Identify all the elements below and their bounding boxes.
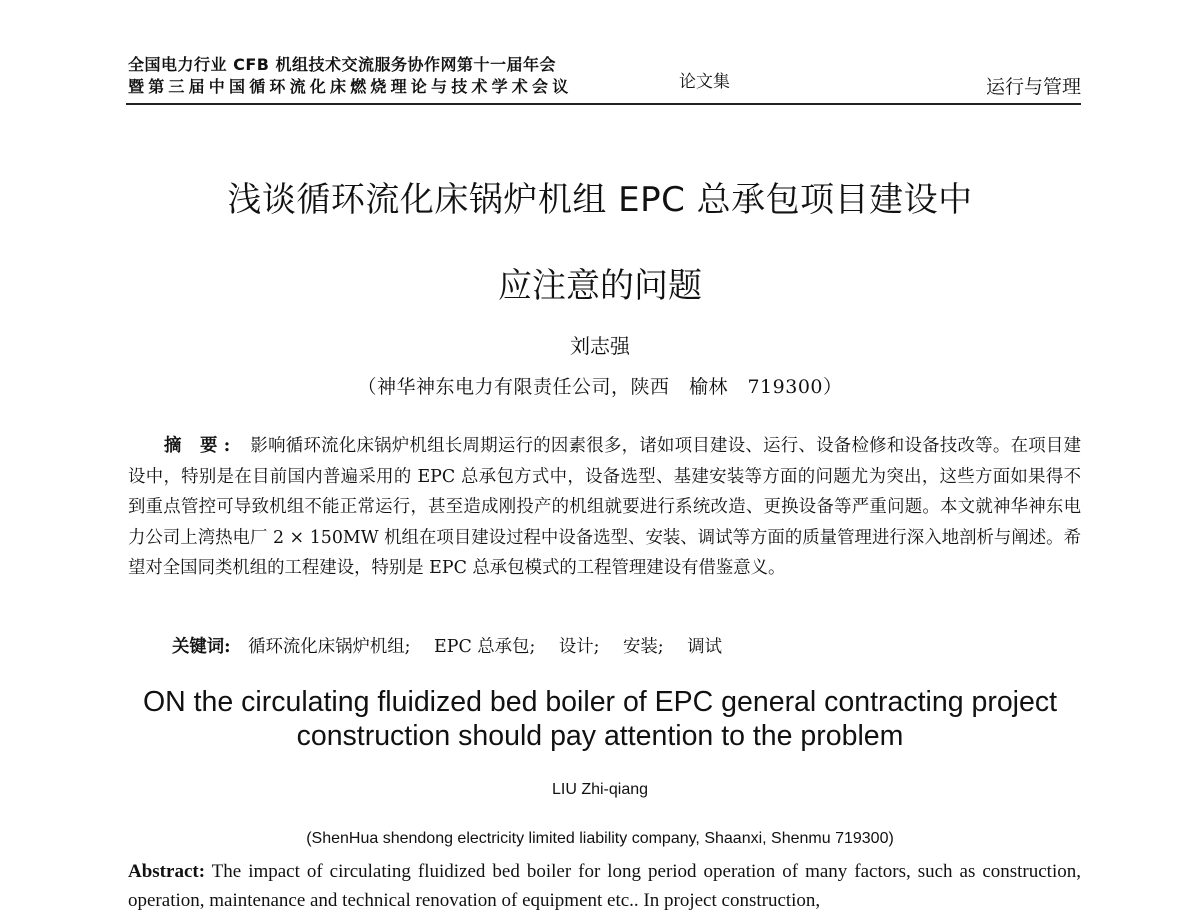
abstract-en [128, 857, 1081, 914]
conference-line-2: 暨第三届中国循环流化床燃烧理论与技术学术会议 [128, 77, 573, 96]
keywords-cn-label: 关键词: [172, 637, 231, 657]
author-en: LIU Zhi-qiang [551, 781, 649, 798]
keywords-cn [172, 632, 740, 657]
author-cn: 刘志强 [570, 334, 630, 358]
collection-label: 论文集 [679, 72, 730, 92]
keyword-item: 循环流化床锅炉机组; [248, 637, 411, 657]
keyword-item: 安装; [623, 637, 664, 657]
abstract-en-text: The impact of circulating fluidized bed boiler for long period operation of many factors, such as construction, operation, maintenance and technical renovation of equipment etc.. In project construction, [128, 861, 1081, 911]
title-cn-line-2: 应注意的问题 [498, 266, 702, 306]
section-label: 运行与管理 [985, 76, 1081, 98]
title-en-line-2: construction should pay attention to the problem [296, 720, 904, 752]
abstract-cn-text: 影响循环流化床锅炉机组长周期运行的因素很多，诸如项目建设、运行、设备检修和设备技改等。在项目建设中，特别是在目前国内普遍采用的 EPC 总承包方式中，设备选型、基建安装等方面的问题尤为突出，这些方面如果得不到重点管控可导致机组不能正常运行，甚至造成刚投产的机组就要进行系统改造、更换设备等严重问题。本文就神华神东电力公司上湾热电厂 2 × 150MW 机组在项目建设过程中设备选型、安装、调试等方面的质量管理进行深入地剖析与阐述。希望对全国同类机组的工程建设，特别是 EPC 总承包模式的工程管理建设有借鉴意义。 [128, 436, 1081, 579]
running-header [128, 54, 1081, 104]
abstract-cn [128, 431, 1081, 584]
title-en-line-1: ON the circulating fluidized bed boiler of EPC general contracting project [142, 686, 1058, 718]
conference-line-1: 全国电力行业 CFB 机组技术交流服务协作网第十一届年会 [128, 55, 557, 74]
title-cn-line-1: 浅谈循环流化床锅炉机组 EPC 总承包项目建设中 [227, 180, 973, 220]
abstract-cn-label: 摘 要: [164, 436, 237, 456]
keyword-item: 调试 [687, 637, 722, 657]
abstract-en-label: Abstract: [128, 861, 206, 882]
conference-name [128, 54, 572, 98]
affiliation-cn: （神华神东电力有限责任公司，陕西 榆林 719300） [357, 376, 843, 398]
keyword-item: EPC 总承包; [434, 637, 536, 657]
keyword-item: 设计; [558, 637, 600, 657]
affiliation-en: (ShenHua shendong electricity limited liability company, Shaanxi, Shenmu 719300) [306, 830, 894, 847]
header-divider [126, 103, 1081, 105]
